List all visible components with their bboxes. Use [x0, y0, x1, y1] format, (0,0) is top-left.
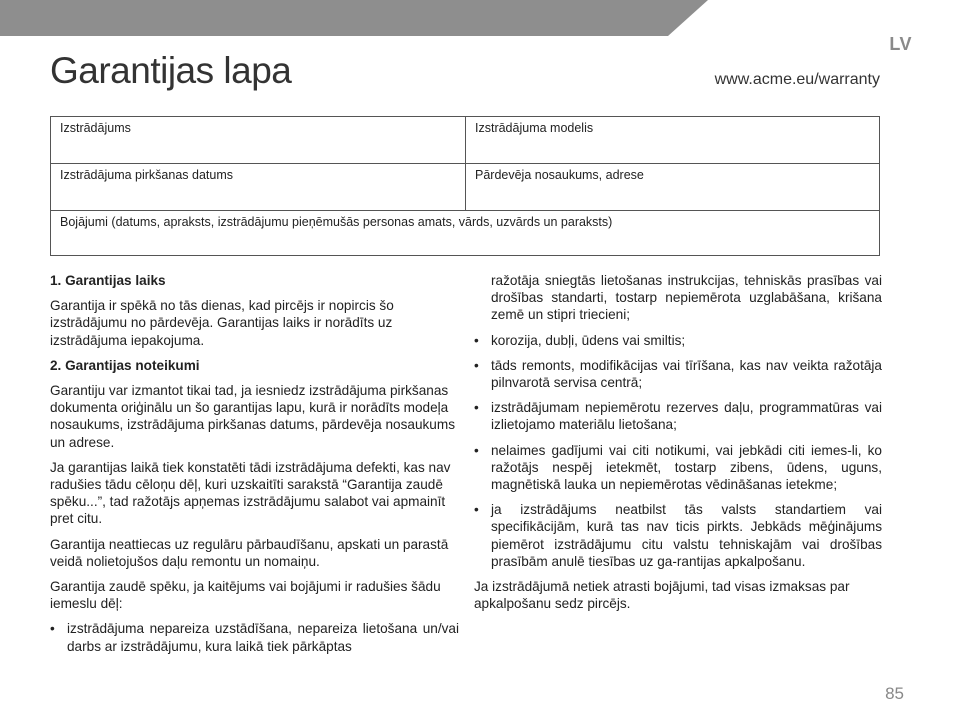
closing-paragraph: Ja izstrādājumā netiek atrasti bojājumi, tad visas izmaksas par apkalpošanu sedz pircējs. — [474, 579, 850, 612]
warranty-url: www.acme.eu/warranty — [714, 71, 880, 88]
section2-heading: 2. Garantijas noteikumi — [50, 357, 200, 373]
list-item-text: ja izstrādājums neatbilst tās valsts standartiem vai specifikācijām, kurā tas nav ticis pirkts. Jebkāds mēģinājums piemērot izstrādājumu citu valstu tehniskajām vai drošības prasībām anulē tiesības uz ga-rantijas apkalpošanu. — [491, 502, 882, 569]
section2-paragraph-2: Ja garantijas laikā tiek konstatēti tādi izstrādājuma defekti, kas nav radušies tādu cēloņu dēļ, kuri uzskaitīti sarakstā “Garantija zaudē spēku...”, tad ražotājs apņemas izstrādājumu salabot vai apmainīt pret citu. — [50, 459, 451, 527]
bullet-icon: • — [474, 332, 479, 348]
section1-text: Garantija ir spēkā no tās dienas, kad pircējs ir nopircis šo izstrādājumu no pārdevēja. Garantijas laiks ir norādīts uz izstrādājuma iepakojuma. — [50, 298, 394, 348]
seller-field[interactable] — [466, 164, 880, 211]
void-reasons-list — [50, 620, 459, 654]
left-column — [50, 272, 459, 663]
section2-paragraph-3: Garantija neattiecas uz regulāru pārbaudīšanu, apskati un parastā veidā nolietojušos daļu remontu un nomaiņu. — [50, 536, 449, 569]
product-label: Izstrādājums — [60, 121, 131, 135]
list-item — [474, 272, 882, 324]
bullet-icon: • — [474, 357, 479, 373]
right-column — [474, 272, 882, 620]
list-item-text: ražotāja sniegtās lietošanas instrukcijas, tehniskās prasības vai drošības standarti, tostarp nepiemērota uzglabāšana, krišana zemē un stipri triecieni; — [491, 273, 882, 323]
bullet-icon: • — [474, 400, 479, 416]
list-item-text: izstrādājumam nepiemērotu rezerves daļu, programmatūras vai izlietojamo materiālu lietošana; — [491, 400, 882, 433]
list-item — [474, 399, 882, 433]
warranty-form-table — [50, 116, 880, 256]
list-item — [474, 501, 882, 570]
top-decorative-band — [0, 0, 954, 36]
language-code: LV — [889, 34, 912, 54]
seller-label: Pārdevēja nosaukums, adrese — [475, 168, 644, 182]
section1-heading: 1. Garantijas laiks — [50, 273, 166, 288]
model-field[interactable] — [466, 117, 880, 164]
page-number: 85 — [885, 684, 904, 703]
list-item — [474, 332, 882, 349]
bullet-icon: • — [474, 442, 479, 458]
section2-paragraph-1: Garantiju var izmantot tikai tad, ja iesniedz izstrādājuma pirkšanas dokumenta oriģinālu un šo garantijas lapu, kurā ir norādīts modeļa nosaukums, izstrādājuma pirkšanas datums, pārdevēja nosaukums un adrese. — [50, 383, 455, 450]
product-field[interactable] — [51, 117, 466, 164]
bullet-icon: • — [474, 502, 479, 518]
list-item-text: tāds remonts, modifikācijas vai tīrīšana, kas nav veikta ražotāja pilnvarotā servisa centrā; — [491, 357, 882, 391]
list-item — [474, 442, 882, 494]
defects-field[interactable] — [51, 211, 880, 256]
bullet-icon: • — [50, 621, 55, 637]
list-item-text: nelaimes gadījumi vai citi notikumi, vai jebkādi citi iemes-li, ko ražotājs nespēj ietekmēt, tostarp zibens, ūdens, uguns, magnētiskā lauka un nepiemērotas vēdināšanas ietekme; — [491, 442, 882, 493]
purchase-date-label: Izstrādājuma pirkšanas datums — [60, 168, 233, 182]
void-reasons-list-continued — [474, 272, 882, 570]
section2-paragraph-4: Garantija zaudē spēku, ja kaitējums vai bojājumi ir radušies šādu iemeslu dēļ: — [50, 579, 441, 612]
model-label: Izstrādājuma modelis — [475, 121, 594, 135]
purchase-date-field[interactable] — [51, 164, 466, 211]
defects-label: Bojājumi (datums, apraksts, izstrādājumu pieņēmušās personas amats, vārds, uzvārds un paraksts) — [60, 215, 613, 229]
list-item — [474, 357, 882, 391]
list-item-text: izstrādājuma nepareiza uzstādīšana, nepareiza lietošana un/vai darbs ar izstrādājumu, kura laikā tiek pārkāptas — [67, 621, 459, 654]
page-title: Garantijas lapa — [50, 50, 292, 91]
list-item — [50, 620, 459, 654]
list-item-text: korozija, dubļi, ūdens vai smiltis; — [491, 332, 686, 348]
